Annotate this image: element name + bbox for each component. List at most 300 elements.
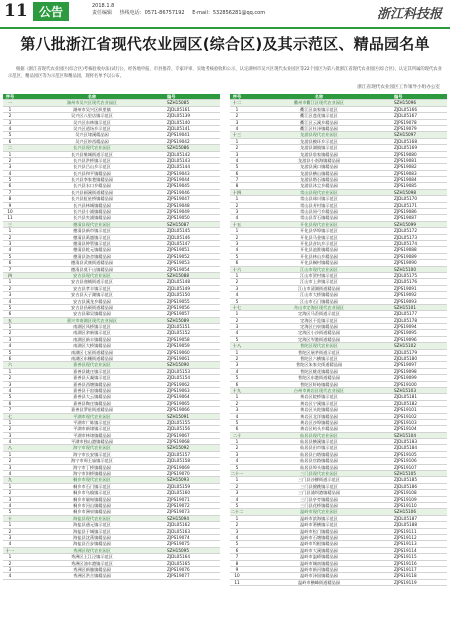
row-code: ZJDL05147 xyxy=(167,240,190,246)
row-name: 黄岩区屿头乡精品园 xyxy=(300,426,338,432)
row-name: 海盐县百步镇精品园 xyxy=(73,541,111,547)
row-name: 嘉善县姚庄镇示范区 xyxy=(73,368,111,374)
row-index: 八 xyxy=(7,445,13,451)
row-index: 3 xyxy=(8,381,12,387)
row-name: 南湖区凤桥镇示范区 xyxy=(73,324,111,330)
row-name: 衢州市衢江区现代农业园区 xyxy=(293,100,345,106)
row-name: 嘉善县现代农业园区 xyxy=(73,362,111,368)
row-code: ZJPS19076 xyxy=(167,566,190,572)
row-code: ZJDL05187 xyxy=(394,515,417,521)
row-name: 平湖市林埭镇精品园 xyxy=(73,432,111,438)
row-code: SZH15099 xyxy=(394,221,416,227)
row-index: 4 xyxy=(8,387,12,393)
row-code: ZJPS19095 xyxy=(394,330,417,336)
row-index: 3 xyxy=(235,151,239,157)
row-name: 平湖市现代农业园区 xyxy=(73,413,111,419)
row-code: SZH15102 xyxy=(394,343,416,349)
row-index: 5 xyxy=(8,253,12,259)
row-code: ZJDL05163 xyxy=(167,528,190,534)
row-name: 开化县马金镇示范区 xyxy=(300,234,338,240)
row-index: 2 xyxy=(235,202,239,208)
row-code: ZJPS19086 xyxy=(394,209,417,215)
row-code: ZJPS19115 xyxy=(394,554,417,560)
row-name: 仙居县横溪镇示范区 xyxy=(300,439,338,445)
row-name: 常山县现代农业园区 xyxy=(300,189,338,195)
row-code: ZJPS19051 xyxy=(167,247,190,253)
issuer-signature: 浙江省现代农业园区工作领导小组办公室 xyxy=(357,85,440,90)
row-name: 衢江区高家镇示范区 xyxy=(300,106,338,112)
row-index: 1 xyxy=(8,151,12,157)
row-index: 4 xyxy=(235,330,239,336)
row-index: 2 xyxy=(235,113,239,119)
row-index: 5 xyxy=(235,503,239,508)
row-index: 5 xyxy=(235,419,239,425)
row-name: 普陀区虾峙镇精品园 xyxy=(300,381,338,387)
row-code: ZJDL05148 xyxy=(167,279,190,285)
row-index: 3 xyxy=(8,240,12,246)
row-name: 龙游县现代农业园区 xyxy=(300,132,338,138)
row-name: 海宁市斜桥镇精品园 xyxy=(73,471,111,477)
row-code: ZJDL05188 xyxy=(394,522,417,528)
row-index: 2 xyxy=(235,279,239,285)
row-code: ZJPS19053 xyxy=(167,260,190,266)
row-index: 2 xyxy=(8,426,12,432)
row-code: ZJPS19050 xyxy=(167,215,190,221)
row-name: 平湖市广陈镇示范区 xyxy=(73,419,111,425)
row-name: 温岭市泽国镇精品园 xyxy=(300,573,338,579)
row-code: ZJPS19054 xyxy=(167,266,190,272)
row-name: 南湖区七星街道精品园 xyxy=(71,349,113,355)
row-name: 德清县新市镇示范区 xyxy=(73,228,111,234)
row-name: 德清县钟管镇示范区 xyxy=(73,240,111,246)
row-index: 十四 xyxy=(232,189,242,195)
row-name: 定海区小沙街道精品园 xyxy=(298,330,340,336)
row-name: 安吉县现代农业园区 xyxy=(73,272,111,278)
row-code: ZJDL05145 xyxy=(167,228,190,234)
row-code: ZJPS19077 xyxy=(167,573,190,579)
row-name: 三门县浦坝港镇精品园 xyxy=(298,490,340,496)
row-code: ZJDL05173 xyxy=(394,234,417,240)
row-name: 龙游县塔石镇精品园 xyxy=(300,177,338,183)
row-name: 吴兴区东林镇示范区 xyxy=(73,119,111,125)
row-code: ZJPS19061 xyxy=(167,356,190,362)
row-code: ZJPS19071 xyxy=(167,496,190,502)
row-index: 1 xyxy=(8,554,12,560)
row-name: 德清县现代农业园区 xyxy=(73,221,111,227)
row-index: 十八 xyxy=(232,343,242,349)
row-code: ZJDL05144 xyxy=(167,164,190,170)
row-code: SZH15098 xyxy=(394,189,416,195)
row-name: 普陀区展茅街道示范区 xyxy=(298,349,340,355)
row-index: 7 xyxy=(235,554,239,560)
page-number: 11 xyxy=(4,1,28,21)
row-name: 南湖区余新镇示范区 xyxy=(73,330,111,336)
row-index: 1 xyxy=(8,279,12,285)
row-code: ZJPS19048 xyxy=(167,202,190,208)
row-code: ZJDL05153 xyxy=(167,368,190,374)
row-index: 十五 xyxy=(232,221,242,227)
row-name: 安吉县昌硕街道精品园 xyxy=(71,304,113,310)
row-index: 1 xyxy=(235,311,239,317)
row-index: 9 xyxy=(235,566,239,572)
row-index: 6 xyxy=(8,260,12,266)
row-code: ZJPS19116 xyxy=(394,560,417,566)
row-index: 3 xyxy=(8,534,12,540)
row-code: ZJDL05183 xyxy=(394,439,417,445)
row-index: 7 xyxy=(235,177,239,183)
row-index: 8 xyxy=(235,560,239,566)
row-name: 吴兴区埭溪精品园 xyxy=(75,132,109,138)
row-code: ZJPS19097 xyxy=(394,362,417,368)
row-index: 6 xyxy=(235,170,239,176)
row-name: 长兴县吕山乡示范区 xyxy=(73,164,111,170)
row-code: ZJDL05159 xyxy=(167,483,190,489)
row-name: 温岭市坞根镇精品园 xyxy=(300,541,338,547)
row-name: 常山县球川镇示范区 xyxy=(300,196,338,202)
row-code: ZJDL05185 xyxy=(394,477,417,483)
row-name: 温岭市松门镇精品园 xyxy=(300,528,338,534)
row-code: ZJDL05176 xyxy=(394,279,417,285)
row-name: 仙居县埠头镇精品园 xyxy=(300,464,338,470)
row-index: 1 xyxy=(8,522,12,528)
row-name: 开化县音坑乡示范区 xyxy=(300,240,338,246)
row-index: 六 xyxy=(7,362,13,368)
row-name: 台州市黄岩区现代农业园区 xyxy=(293,387,345,393)
row-index: 3 xyxy=(235,119,239,125)
row-index: 五 xyxy=(7,317,13,323)
row-code: ZJPS19088 xyxy=(394,247,417,253)
row-code: ZJDL05155 xyxy=(167,419,190,425)
row-index: 3 xyxy=(8,119,12,125)
row-index: 十六 xyxy=(232,266,242,272)
row-index: 3 xyxy=(235,407,239,413)
row-code: SZH15091 xyxy=(167,413,189,419)
row-index: 1 xyxy=(235,515,239,521)
row-index: 四 xyxy=(7,272,13,278)
row-code: ZJPS19107 xyxy=(394,464,417,470)
row-name: 三门县亭旁镇精品园 xyxy=(300,496,338,502)
row-name: 长兴县林城镇精品园 xyxy=(73,202,111,208)
row-code: SZH15106 xyxy=(394,509,416,515)
row-index: 5 xyxy=(8,132,12,138)
row-code: ZJDL05175 xyxy=(394,272,417,278)
row-index: 11 xyxy=(234,579,240,585)
row-name: 嘉兴市南湖区现代农业园区 xyxy=(66,317,118,323)
row-code: ZJPS19070 xyxy=(167,471,190,477)
row-index: 1 xyxy=(8,368,12,374)
row-code: SZH15088 xyxy=(167,272,189,278)
row-code: ZJDL05154 xyxy=(167,375,190,381)
row-name: 长兴县和平镇精品园 xyxy=(73,170,111,176)
row-name: 温岭市新河镇精品园 xyxy=(300,566,338,572)
row-code: ZJPS19041 xyxy=(167,132,190,138)
row-index: 6 xyxy=(8,138,12,144)
row-name: 长兴县夹浦镇精品园 xyxy=(73,215,111,221)
row-code: ZJPS19063 xyxy=(167,387,190,393)
row-index: 4 xyxy=(235,157,239,163)
row-index: 7 xyxy=(8,189,12,195)
row-index: 2 xyxy=(8,375,12,381)
row-name: 秀洲区洪合镇精品园 xyxy=(73,573,111,579)
row-code: ZJPS19105 xyxy=(394,451,417,457)
row-index: 4 xyxy=(8,298,12,304)
row-index: 4 xyxy=(8,503,12,508)
row-code: ZJPS19091 xyxy=(394,285,417,291)
row-code: ZJDL05162 xyxy=(167,522,190,528)
row-name: 温岭市现代农业园区 xyxy=(300,509,338,515)
row-index: 8 xyxy=(8,196,12,202)
row-index: 2 xyxy=(235,522,239,528)
row-name: 龙游县小南海镇精品园 xyxy=(298,157,340,163)
row-code: SZH15087 xyxy=(167,221,189,227)
row-name: 黄岩区宁溪镇示范区 xyxy=(300,400,338,406)
row-index: 3 xyxy=(8,336,12,342)
row-name: 长兴县现代农业园区 xyxy=(73,145,111,151)
row-code: SZH15105 xyxy=(394,471,416,477)
row-code: SZH15090 xyxy=(167,362,189,368)
row-code: ZJPS19060 xyxy=(167,349,190,355)
row-code: SZH15086 xyxy=(167,145,189,151)
row-index: 3 xyxy=(235,490,239,496)
row-code: ZJPS19058 xyxy=(167,336,190,342)
row-name: 嘉善县大云镇精品园 xyxy=(73,394,111,400)
row-index: 3 xyxy=(235,324,239,330)
row-name: 南湖区大桥镇精品园 xyxy=(73,343,111,349)
row-name: 桐乡市河山镇精品园 xyxy=(73,503,111,508)
row-code: ZJDL05180 xyxy=(394,356,417,362)
row-index: 3 xyxy=(235,528,239,534)
row-name: 普陀区桃花镇精品园 xyxy=(300,368,338,374)
row-index: 2 xyxy=(8,113,12,119)
row-name: 安吉县鄣吴镇精品园 xyxy=(73,311,111,317)
row-code: ZJPS19067 xyxy=(167,432,190,438)
row-name: 长兴县虹星桥镇精品园 xyxy=(71,196,113,202)
row-index: 5 xyxy=(235,298,239,304)
row-code: ZJPS19104 xyxy=(394,426,417,432)
row-index: 3 xyxy=(8,566,12,572)
row-index: 4 xyxy=(235,534,239,540)
row-index: 6 xyxy=(235,260,239,266)
row-name: 南湖区东栅街道精品园 xyxy=(71,356,113,362)
row-code: ZJDL05149 xyxy=(167,285,190,291)
row-name: 衢江区云溪乡精品园 xyxy=(300,119,338,125)
row-name: 普陀区东港街道精品园 xyxy=(298,375,340,381)
row-index: 4 xyxy=(8,343,12,349)
row-name: 三门县健跳镇示范区 xyxy=(300,483,338,489)
row-code: ZJDL05182 xyxy=(394,400,417,406)
row-index: 5 xyxy=(8,304,12,310)
row-name: 嘉善县罗星街道精品园 xyxy=(71,407,113,413)
row-name: 桐乡市乌镇镇示范区 xyxy=(73,490,111,496)
row-code: ZJDL05165 xyxy=(167,560,190,566)
row-name: 温岭市箬横镇示范区 xyxy=(300,522,338,528)
row-index: 1 xyxy=(235,439,239,445)
row-name: 黄岩区沙埠镇精品园 xyxy=(300,419,338,425)
row-index: 5 xyxy=(8,177,12,183)
row-index: 6 xyxy=(235,426,239,432)
row-name: 普陀区六横镇示范区 xyxy=(300,356,338,362)
row-name: 长兴县画溪街道精品园 xyxy=(71,189,113,195)
row-index: 4 xyxy=(235,292,239,298)
row-name: 海宁市丁桥镇精品园 xyxy=(73,464,111,470)
row-code: ZJDL05156 xyxy=(167,426,190,432)
row-index: 3 xyxy=(235,285,239,291)
row-index: 4 xyxy=(235,215,239,221)
row-code: ZJDL05150 xyxy=(167,292,190,298)
row-index: 1 xyxy=(235,477,239,483)
row-name: 龙游县詹家镇精品园 xyxy=(300,151,338,157)
row-name: 南湖区新丰镇精品园 xyxy=(73,336,111,342)
row-code: ZJPS19117 xyxy=(394,566,417,572)
row-code: ZJDL05172 xyxy=(394,228,417,234)
row-code: ZJDL05139 xyxy=(167,113,190,119)
row-code: ZJPS19099 xyxy=(394,375,417,381)
row-index: 1 xyxy=(235,106,239,112)
row-code: ZJPS19102 xyxy=(394,413,417,419)
row-index: 10 xyxy=(234,573,240,579)
row-index: 十一 xyxy=(5,547,15,553)
row-code: ZJDL05181 xyxy=(394,394,417,400)
row-name: 龙游县溪口镇精品园 xyxy=(300,164,338,170)
row-name: 衢江区杜泽镇精品园 xyxy=(300,125,338,131)
row-code: ZJPS19082 xyxy=(394,164,417,170)
row-code: ZJPS19111 xyxy=(394,528,417,534)
row-name: 黄岩区头陀镇精品园 xyxy=(300,407,338,413)
row-code: ZJDL05143 xyxy=(167,157,190,163)
row-index: 7 xyxy=(8,266,12,272)
row-index: 2 xyxy=(8,234,12,240)
row-index: 十九 xyxy=(232,387,242,393)
row-name: 嘉善县西塘镇精品园 xyxy=(73,381,111,387)
row-code: ZJDL05151 xyxy=(167,324,190,330)
row-code: ZJDL05177 xyxy=(394,311,417,317)
row-name: 江山市贺村镇示范区 xyxy=(300,272,338,278)
row-index: 5 xyxy=(235,375,239,381)
row-code: ZJDL05168 xyxy=(394,138,417,144)
row-index: 九 xyxy=(7,477,13,483)
row-code: ZJPS19103 xyxy=(394,419,417,425)
row-name: 桐乡市现代农业园区 xyxy=(73,477,111,483)
row-name: 德清县莫干山镇精品园 xyxy=(71,266,113,272)
row-index: 3 xyxy=(235,209,239,215)
row-index: 二十 xyxy=(232,432,242,438)
row-index: 1 xyxy=(235,394,239,400)
row-index: 1 xyxy=(8,419,12,425)
row-name: 江山市清湖街道精品园 xyxy=(298,285,340,291)
row-index: 3 xyxy=(8,164,12,170)
hotline: 热线电话：0571-86757192 xyxy=(119,10,185,16)
row-name: 海盐县沈荡镇精品园 xyxy=(73,534,111,540)
row-name: 长兴县小浦镇精品园 xyxy=(73,209,111,215)
row-index: 5 xyxy=(8,394,12,400)
row-code: ZJDL05178 xyxy=(394,317,417,323)
issue-date: 2018.1.8 xyxy=(92,3,115,9)
row-code: ZJDL05186 xyxy=(394,483,417,489)
row-code: SZH15104 xyxy=(394,432,416,438)
row-code: ZJDL05179 xyxy=(394,349,417,355)
row-index: 6 xyxy=(235,381,239,387)
row-index: 4 xyxy=(235,125,239,131)
row-index: 2 xyxy=(235,400,239,406)
row-code: ZJPS19057 xyxy=(167,311,190,317)
row-index: 5 xyxy=(235,541,239,547)
row-code: ZJPS19045 xyxy=(167,183,190,189)
page-title: 第八批浙江省现代农业园区(综合区)及其示范区、精品园名单 xyxy=(20,35,430,53)
row-name: 定海区干览镇示范区 xyxy=(300,317,338,323)
row-code: ZJPS19042 xyxy=(167,138,190,144)
row-code: SZH15101 xyxy=(394,304,416,310)
row-code: ZJPS19084 xyxy=(394,177,417,183)
row-code: ZJPS19096 xyxy=(394,336,417,342)
row-name: 温岭市横峰街道精品园 xyxy=(298,579,340,585)
row-index: 1 xyxy=(8,228,12,234)
row-code: ZJPS19098 xyxy=(394,368,417,374)
row-index: 9 xyxy=(8,202,12,208)
row-index: 2 xyxy=(8,330,12,336)
row-code: SZH15089 xyxy=(167,317,189,323)
row-code: ZJPS19094 xyxy=(394,324,417,330)
header-rule xyxy=(0,27,450,29)
row-code: ZJPS19109 xyxy=(394,496,417,502)
row-name: 仙居县白塔镇精品园 xyxy=(300,451,338,457)
row-index: 4 xyxy=(8,247,12,253)
row-name: 安吉县天子湖镇示范区 xyxy=(71,292,113,298)
row-name: 吴兴区八里店镇示范区 xyxy=(71,113,113,119)
row-index: 2 xyxy=(235,317,239,323)
row-code: ZJPS19108 xyxy=(394,490,417,496)
row-index: 2 xyxy=(235,356,239,362)
row-name: 江山市上余镇示范区 xyxy=(300,279,338,285)
row-code: ZJPS19114 xyxy=(394,547,417,553)
table-right-column xyxy=(230,94,447,586)
row-name: 海盐县现代农业园区 xyxy=(73,515,111,521)
row-index: 2 xyxy=(235,483,239,489)
row-index: 1 xyxy=(235,196,239,202)
row-code: ZJPS19087 xyxy=(394,215,417,221)
row-code: ZJPS19112 xyxy=(394,534,417,540)
row-code: ZJPS19056 xyxy=(167,304,190,310)
row-name: 长兴县水口乡精品园 xyxy=(73,183,111,189)
table-left-column xyxy=(3,94,220,580)
row-index: 1 xyxy=(8,451,12,457)
editor-label: 责任编辑 xyxy=(92,10,113,16)
row-index: 6 xyxy=(235,547,239,553)
row-name: 常山县芳村镇示范区 xyxy=(300,202,338,208)
row-code: ZJPS19066 xyxy=(167,407,190,413)
row-code: ZJPS19047 xyxy=(167,196,190,202)
row-name: 开化县桐村镇精品园 xyxy=(300,260,338,266)
row-code: ZJDL05158 xyxy=(167,458,190,464)
section-label: 公告 xyxy=(33,2,69,21)
row-index: 2 xyxy=(8,157,12,163)
row-index: 5 xyxy=(8,509,12,515)
row-name: 长兴县雉城街道示范区 xyxy=(71,151,113,157)
row-index: 3 xyxy=(8,292,12,298)
row-index: 4 xyxy=(235,496,239,502)
row-name: 黄岩区院桥镇示范区 xyxy=(300,394,338,400)
row-name: 德清县洛舍镇精品园 xyxy=(73,253,111,259)
row-index: 4 xyxy=(8,170,12,176)
row-code: ZJPS19090 xyxy=(394,260,417,266)
row-name: 安吉县孝丰镇示范区 xyxy=(73,285,111,291)
header-name: 名称 xyxy=(314,94,324,99)
row-index: 二十一 xyxy=(230,471,244,477)
row-code: ZJPS19083 xyxy=(394,170,417,176)
row-index: 1 xyxy=(8,324,12,330)
row-index: 2 xyxy=(8,285,12,291)
row-name: 衢江区莲花镇示范区 xyxy=(300,113,338,119)
row-code: ZJPS19119 xyxy=(394,579,417,585)
